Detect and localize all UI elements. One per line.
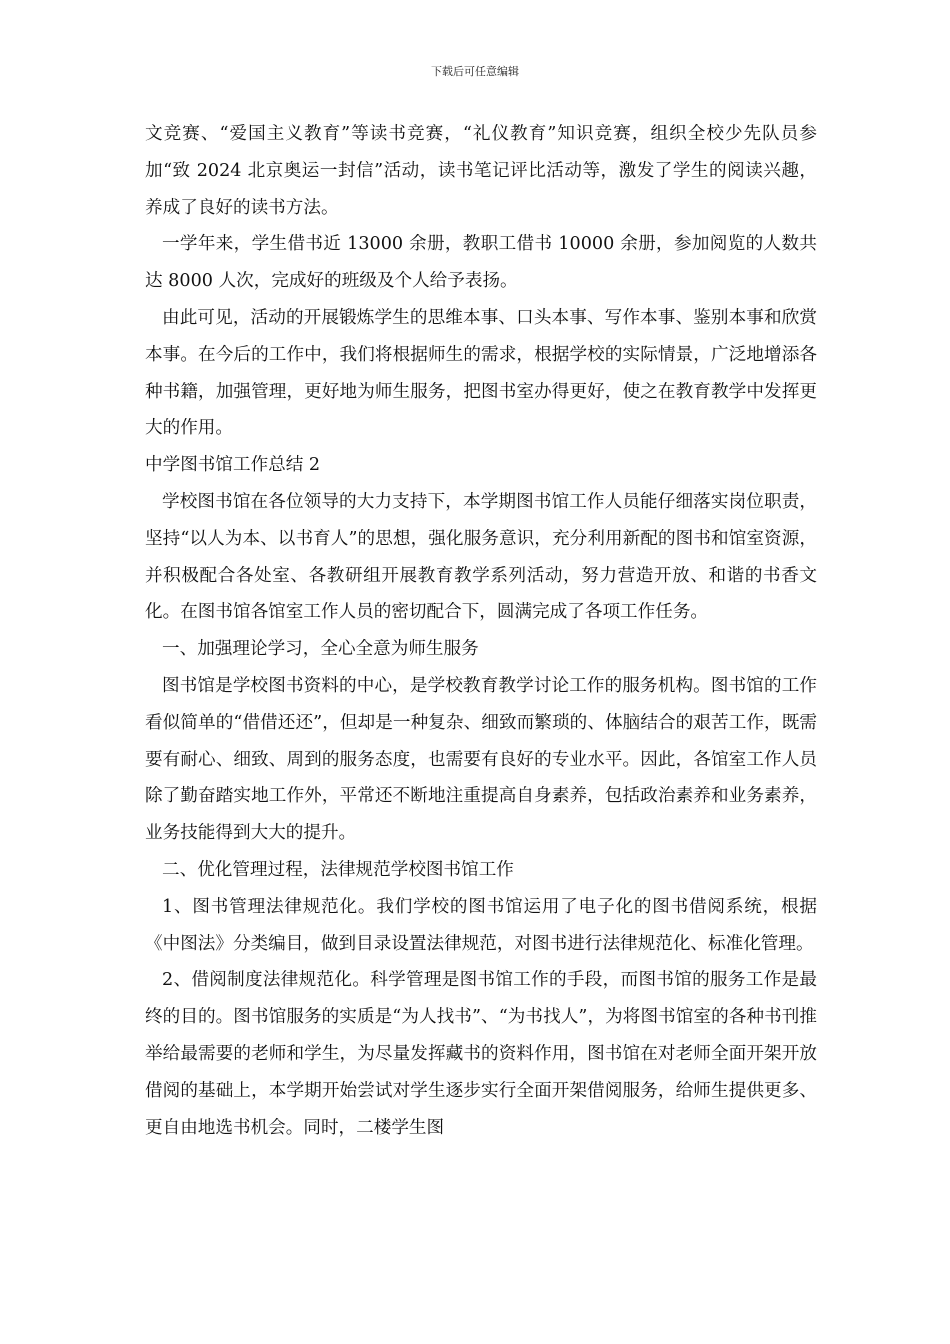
section-title-summary-2: 中学图书馆工作总结 2 bbox=[145, 455, 321, 476]
paragraph-borrowing-system: 2、借阅制度法律规范化。科学管理是图书馆工作的手段，而图书馆的服务工作是最终的目的。图书馆服务的实质是“为人找书”、“为书找人”，为将图书馆室的各种书刊推举给最需要的老师和学生，为尽量发挥藏书的资料作用，图书馆在对老师全面开架开放借阅的基础上，本学期开始尝试对学生逐步实行全面开架借阅服务，给师生提供更多、更自由地选书机会。同时，二楼学生图 bbox=[145, 970, 817, 1138]
paragraph-library-role: 图书馆是学校图书资料的中心，是学校教育教学讨论工作的服务机构。图书馆的工作看似简单的“借借还还”，但却是一种复杂、细致而繁琐的、体脑结合的艰苦工作，既需要有耐心、细致、周到的服务态度，也需要有良好的专业水平。因此，各馆室工作人员除了勤奋踏实地工作外，平常还不断地注重提高自身素养，包括政治素养和业务素养，业务技能得到大大的提升。 bbox=[145, 675, 817, 844]
paragraph-book-management: 1、图书管理法律规范化。我们学校的图书馆运用了电子化的图书借阅系统，根据《中图法》分类编目，做到目录设置法律规范，对图书进行法律规范化、标准化管理。 bbox=[145, 896, 817, 954]
heading-theory-learning: 一、加强理论学习，全心全意为师生服务 bbox=[162, 639, 479, 660]
document-body bbox=[145, 116, 817, 1146]
paragraph-conclusion: 由此可见，活动的开展锻炼学生的思维本事、口头本事、写作本事、鉴别本事和欣赏本事。在今后的工作中，我们将根据师生的需求，根据学校的实际情景，广泛地增添各种书籍，加强管理，更好地为师生服务，把图书室办得更好，使之在教育教学中发挥更大的作用。 bbox=[145, 307, 817, 439]
paragraph-introduction: 学校图书馆在各位领导的大力支持下，本学期图书馆工作人员能仔细落实岗位职责，坚持“以人为本、以书育人”的思想，强化服务意识，充分利用新配的图书和馆室资源，并积极配合各处室、各教研组开展教育教学系列活动，努力营造开放、和谐的书香文化。在图书馆各馆室工作人员的密切配合下，圆满完成了各项工作任务。 bbox=[145, 491, 817, 623]
heading-management-optimization: 二、优化管理过程，法律规范学校图书馆工作 bbox=[162, 859, 514, 880]
paragraph-borrowing-stats: 一学年来，学生借书近 13000 余册，教职工借书 10000 余册，参加阅览的人数共达 8000 人次，完成好的班级及个人给予表扬。 bbox=[145, 234, 817, 292]
page-header-note: 下载后可任意编辑 bbox=[431, 65, 519, 78]
paragraph-reading-activities: 文竞赛、“爱国主义教育”等读书竞赛，“礼仪教育”知识竞赛，组织全校少先队员参加“致 2024 北京奥运一封信”活动，读书笔记评比活动等，激发了学生的阅读兴趣，养成了良好的读书方法。 bbox=[145, 124, 817, 218]
